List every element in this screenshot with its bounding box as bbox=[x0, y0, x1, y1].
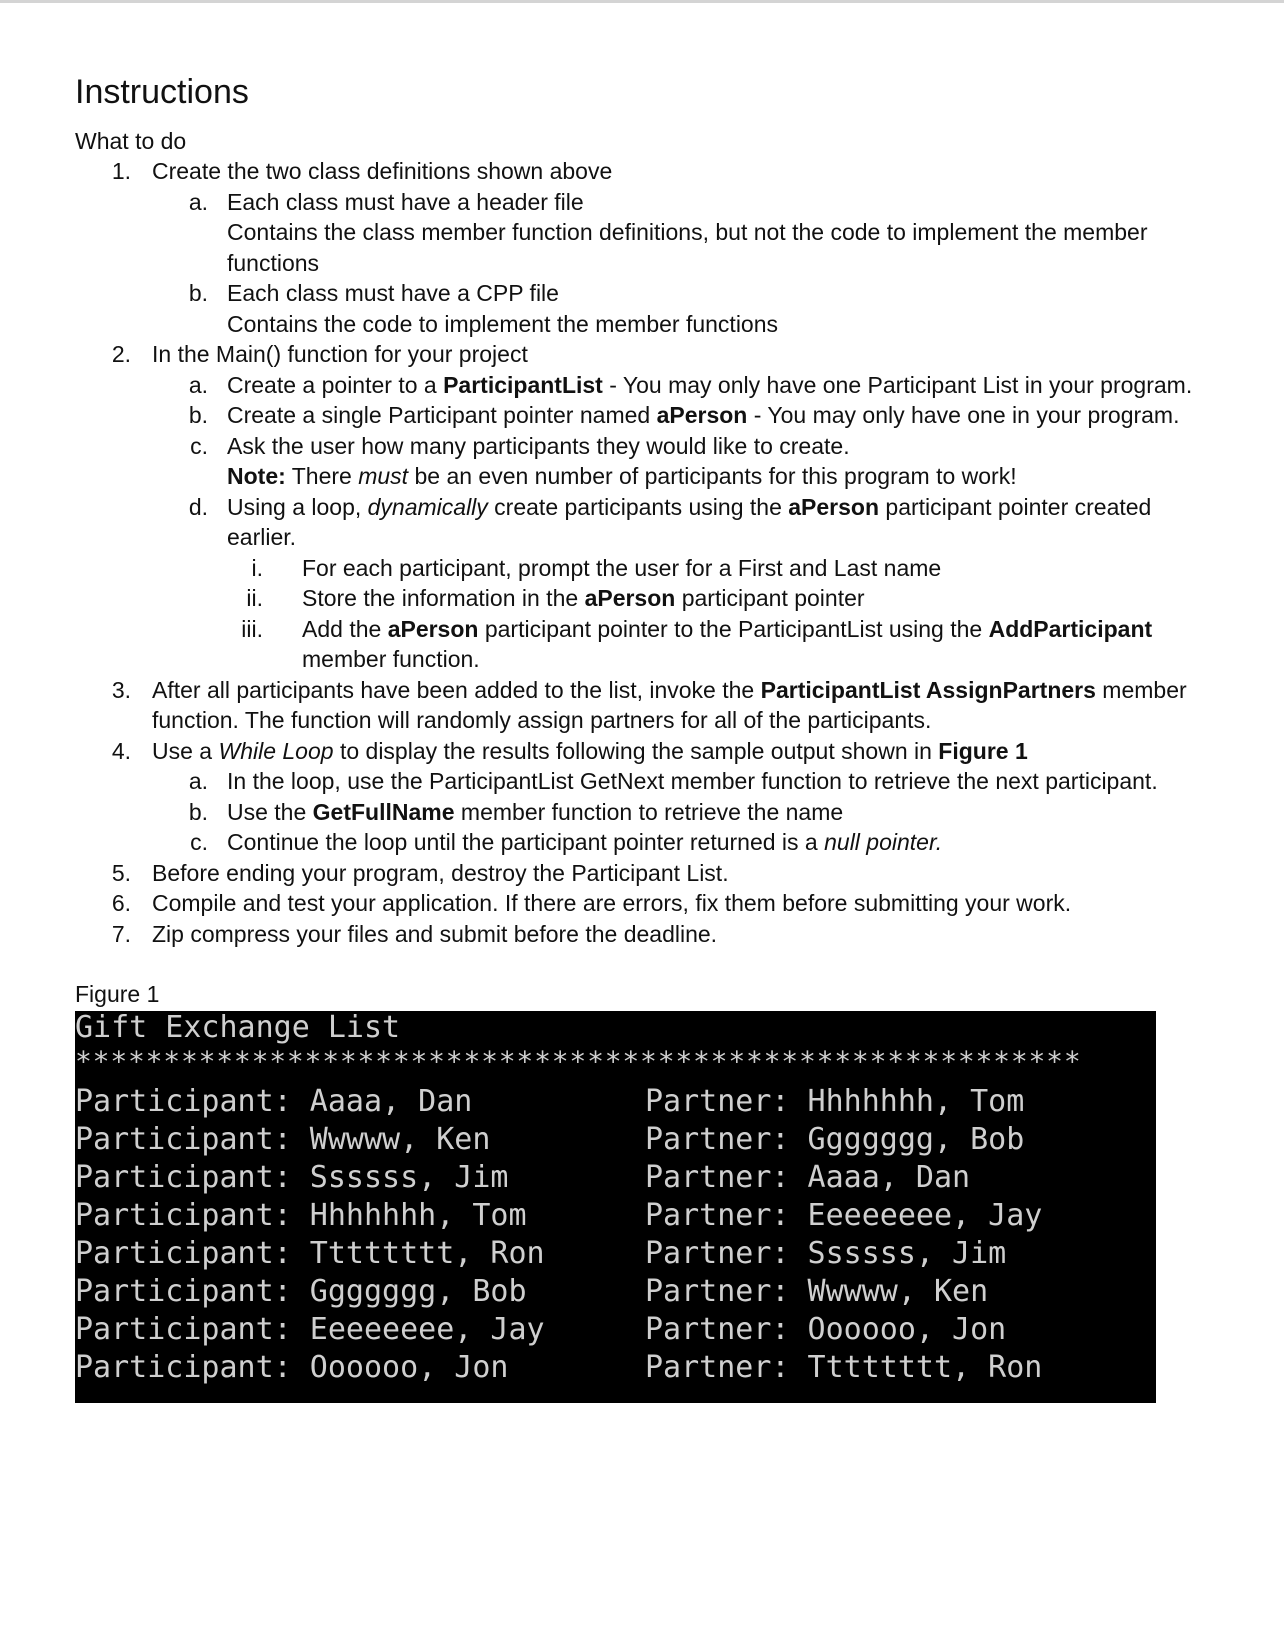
instructions-document bbox=[75, 70, 1225, 1403]
step-2: 2. In the Main() function for your project bbox=[111, 341, 528, 367]
step-2d-ii: ii. Store the information in the aPerson participant pointer bbox=[246, 585, 865, 611]
step-2d: d. Using a loop, dynamically create participants using the aPerson participant pointer created earlier. bbox=[188, 493, 1152, 550]
console-divider: ********************************************************* bbox=[75, 1045, 1082, 1078]
participant-text: Participant: Hhhhhhh, Tom bbox=[75, 1198, 527, 1233]
section-subheading: What to do bbox=[75, 128, 187, 154]
participant-text: Participant: Tttttttt, Ron bbox=[75, 1236, 545, 1271]
figure-label: Figure 1 bbox=[75, 981, 160, 1007]
console-title: Gift Exchange List bbox=[75, 1010, 401, 1045]
step-2d-iii: iii. Add the aPerson participant pointer to the ParticipantList using the AddParticipant member function. bbox=[241, 615, 1153, 672]
participant-text: Participant: Wwwww, Ken bbox=[75, 1122, 491, 1157]
step-3: 3. After all participants have been added to the list, invoke the ParticipantList AssignPartners member function. The function will randomly assign partners for all of the participants. bbox=[111, 676, 1187, 733]
step-4b: b. Use the GetFullName member function to retrieve the name bbox=[188, 798, 844, 825]
partner-text: Partner: Eeeeeeee, Jay bbox=[645, 1198, 1043, 1233]
partner-text: Partner: Oooooo, Jon bbox=[645, 1312, 1007, 1347]
step-1a: a. Each class must have a header file bbox=[188, 188, 584, 215]
top-border bbox=[0, 0, 1284, 3]
step-2c-note: Note: There must be an even number of participants for this program to work! bbox=[227, 463, 1017, 489]
participant-text: Participant: Aaaa, Dan bbox=[75, 1084, 473, 1119]
page-title: Instructions bbox=[75, 73, 249, 111]
step-1b-note: Contains the code to implement the member functions bbox=[227, 310, 779, 337]
partner-text: Partner: Tttttttt, Ron bbox=[645, 1350, 1043, 1385]
step-4c: c. Continue the loop until the participant pointer returned is a null pointer. bbox=[190, 829, 943, 855]
step-7: 7. Zip compress your files and submit before the deadline. bbox=[111, 920, 718, 947]
step-4a: a. In the loop, use the ParticipantList GetNext member function to retrieve the next participant. bbox=[188, 768, 1158, 794]
partner-text: Partner: Wwwww, Ken bbox=[645, 1274, 989, 1309]
partner-text: Partner: Hhhhhhh, Tom bbox=[645, 1084, 1025, 1119]
step-2b: b. Create a single Participant pointer named aPerson - You may only have one in your program. bbox=[188, 402, 1180, 428]
partner-text: Partner: Ggggggg, Bob bbox=[645, 1122, 1025, 1157]
step-1: 1. Create the two class definitions shown above bbox=[111, 158, 613, 184]
console-output bbox=[75, 1011, 1156, 1403]
partner-text: Partner: Ssssss, Jim bbox=[645, 1236, 1007, 1271]
participant-text: Participant: Ssssss, Jim bbox=[75, 1160, 509, 1195]
participant-text: Participant: Oooooo, Jon bbox=[75, 1350, 509, 1385]
partner-text: Partner: Aaaa, Dan bbox=[645, 1160, 971, 1195]
participant-text: Participant: Eeeeeeee, Jay bbox=[75, 1312, 545, 1347]
step-1a-note: Contains the class member function definitions, but not the code to implement the member functions bbox=[227, 219, 1148, 276]
step-2a: a. Create a pointer to a ParticipantList - You may only have one Participant List in your program. bbox=[188, 371, 1193, 398]
step-1b: b. Each class must have a CPP file bbox=[188, 280, 559, 306]
step-6: 6. Compile and test your application. If there are errors, fix them before submitting your work. bbox=[111, 890, 1072, 916]
participant-text: Participant: Ggggggg, Bob bbox=[75, 1274, 527, 1309]
step-2d-i: i. For each participant, prompt the user for a First and Last name bbox=[251, 554, 942, 581]
step-5: 5. Before ending your program, destroy the Participant List. bbox=[111, 859, 729, 886]
step-2c: c. Ask the user how many participants they would like to create. bbox=[190, 432, 850, 459]
step-4: 4. Use a While Loop to display the results following the sample output shown in Figure 1 bbox=[111, 737, 1028, 764]
